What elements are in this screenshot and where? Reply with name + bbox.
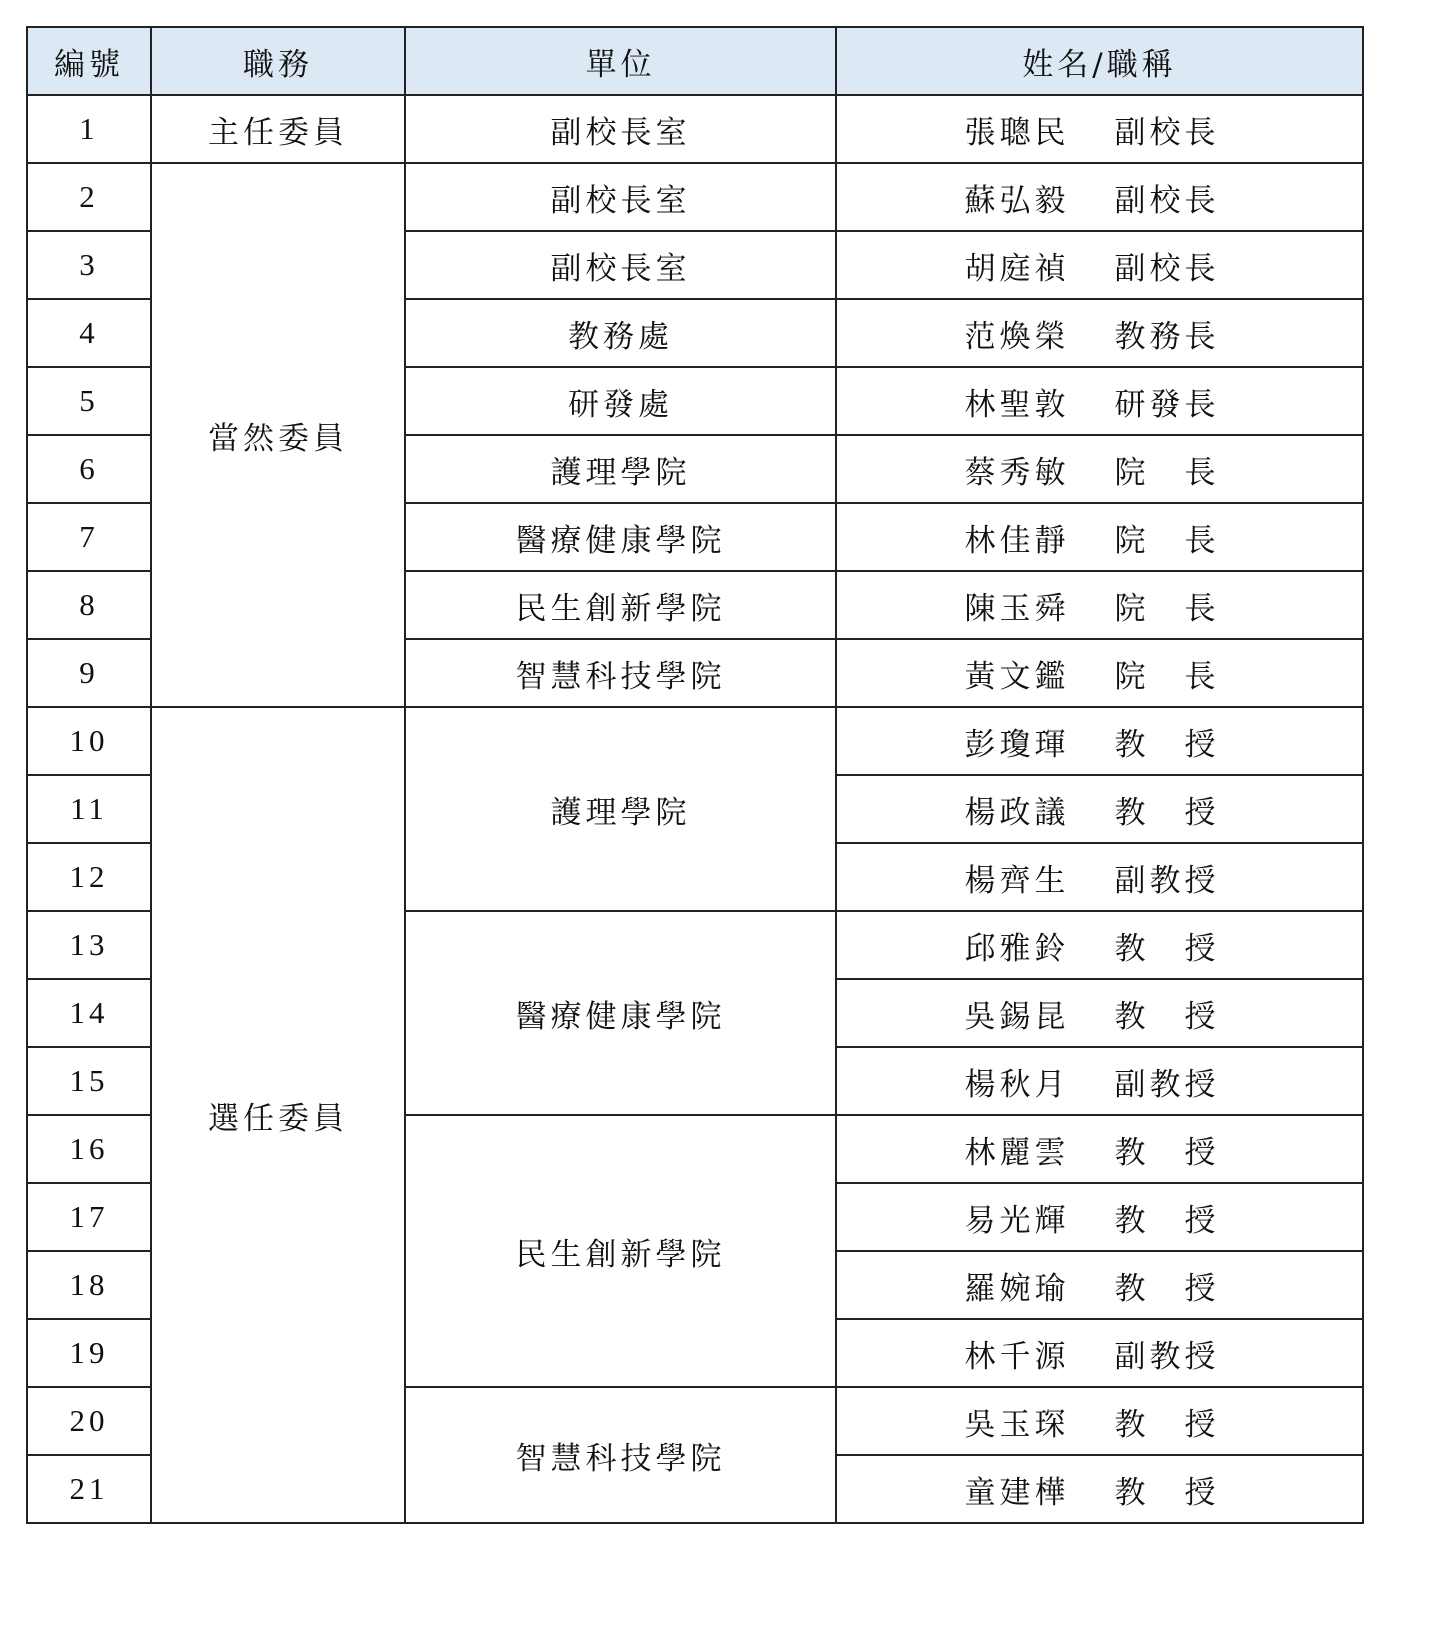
person-title: 副教授 xyxy=(1114,1338,1220,1375)
role-cell: 當然委員 xyxy=(151,163,405,707)
row-number: 6 xyxy=(27,435,151,503)
person-name: 楊政議 xyxy=(964,794,1070,831)
name-title-cell xyxy=(836,707,1363,775)
person-title: 教 授 xyxy=(1114,794,1220,831)
unit-cell: 副校長室 xyxy=(405,231,836,299)
name-title-cell xyxy=(836,1183,1363,1251)
person-title: 院 長 xyxy=(1114,522,1220,559)
header-unit: 單位 xyxy=(405,27,836,95)
name-title-cell xyxy=(836,1115,1363,1183)
row-number: 15 xyxy=(27,1047,151,1115)
row-number: 10 xyxy=(27,707,151,775)
person-name: 吳錫昆 xyxy=(964,998,1070,1035)
person-name: 蘇弘毅 xyxy=(964,182,1070,219)
person-name: 林佳靜 xyxy=(964,522,1070,559)
name-title-cell xyxy=(836,231,1363,299)
table-row xyxy=(27,95,1363,163)
name-title-cell xyxy=(836,979,1363,1047)
row-number: 19 xyxy=(27,1319,151,1387)
person-name: 林千源 xyxy=(964,1338,1070,1375)
unit-cell: 民生創新學院 xyxy=(405,1115,836,1387)
unit-cell: 研發處 xyxy=(405,367,836,435)
unit-cell: 護理學院 xyxy=(405,435,836,503)
name-title-cell xyxy=(836,163,1363,231)
unit-cell: 護理學院 xyxy=(405,707,836,911)
person-name: 胡庭禎 xyxy=(964,250,1070,287)
name-title-cell xyxy=(836,1251,1363,1319)
name-title-cell xyxy=(836,503,1363,571)
row-number: 17 xyxy=(27,1183,151,1251)
person-title: 院 長 xyxy=(1114,590,1220,627)
name-title-cell xyxy=(836,775,1363,843)
person-title: 教務長 xyxy=(1114,318,1220,355)
unit-cell: 醫療健康學院 xyxy=(405,911,836,1115)
person-name: 林麗雲 xyxy=(964,1134,1070,1171)
person-name: 黃文鑑 xyxy=(964,658,1070,695)
name-title-cell xyxy=(836,1387,1363,1455)
person-title: 教 授 xyxy=(1114,1202,1220,1239)
name-title-cell xyxy=(836,571,1363,639)
row-number: 20 xyxy=(27,1387,151,1455)
row-number: 2 xyxy=(27,163,151,231)
person-name: 林聖敦 xyxy=(964,386,1070,423)
header-name-title: 姓名/職稱 xyxy=(836,27,1363,95)
row-number: 11 xyxy=(27,775,151,843)
name-title-cell xyxy=(836,639,1363,707)
person-title: 教 授 xyxy=(1114,1474,1220,1511)
row-number: 14 xyxy=(27,979,151,1047)
person-title: 研發長 xyxy=(1114,386,1220,423)
row-number: 7 xyxy=(27,503,151,571)
header-row xyxy=(27,27,1363,95)
unit-cell: 民生創新學院 xyxy=(405,571,836,639)
row-number: 13 xyxy=(27,911,151,979)
person-name: 范煥榮 xyxy=(964,318,1070,355)
header-role: 職務 xyxy=(151,27,405,95)
row-number: 21 xyxy=(27,1455,151,1523)
name-title-cell xyxy=(836,95,1363,163)
person-name: 易光輝 xyxy=(964,1202,1070,1239)
role-cell: 選任委員 xyxy=(151,707,405,1523)
row-number: 12 xyxy=(27,843,151,911)
person-title: 教 授 xyxy=(1114,1134,1220,1171)
header-number: 編號 xyxy=(27,27,151,95)
row-number: 5 xyxy=(27,367,151,435)
name-title-cell xyxy=(836,299,1363,367)
person-title: 教 授 xyxy=(1114,1270,1220,1307)
person-title: 教 授 xyxy=(1114,726,1220,763)
person-name: 張聰民 xyxy=(964,114,1070,151)
name-title-cell xyxy=(836,843,1363,911)
person-name: 陳玉舜 xyxy=(964,590,1070,627)
person-title: 副校長 xyxy=(1114,250,1220,287)
table-row xyxy=(27,707,1363,775)
name-title-cell xyxy=(836,435,1363,503)
person-name: 邱雅鈴 xyxy=(964,930,1070,967)
person-title: 院 長 xyxy=(1114,454,1220,491)
unit-cell: 醫療健康學院 xyxy=(405,503,836,571)
person-title: 副教授 xyxy=(1114,1066,1220,1103)
table-row xyxy=(27,163,1363,231)
name-title-cell xyxy=(836,911,1363,979)
row-number: 3 xyxy=(27,231,151,299)
name-title-cell xyxy=(836,1047,1363,1115)
person-name: 童建樺 xyxy=(964,1474,1070,1511)
person-title: 教 授 xyxy=(1114,1406,1220,1443)
person-name: 羅婉瑜 xyxy=(964,1270,1070,1307)
person-title: 副校長 xyxy=(1114,114,1220,151)
person-title: 副校長 xyxy=(1114,182,1220,219)
name-title-cell xyxy=(836,1455,1363,1523)
person-name: 蔡秀敏 xyxy=(964,454,1070,491)
unit-cell: 副校長室 xyxy=(405,95,836,163)
name-title-cell xyxy=(836,1319,1363,1387)
person-title: 院 長 xyxy=(1114,658,1220,695)
unit-cell: 副校長室 xyxy=(405,163,836,231)
person-title: 教 授 xyxy=(1114,930,1220,967)
unit-cell: 智慧科技學院 xyxy=(405,639,836,707)
person-name: 楊齊生 xyxy=(964,862,1070,899)
person-name: 彭瓊琿 xyxy=(964,726,1070,763)
name-title-cell xyxy=(836,367,1363,435)
row-number: 16 xyxy=(27,1115,151,1183)
committee-table xyxy=(26,26,1364,1524)
row-number: 1 xyxy=(27,95,151,163)
person-name: 吳玉琛 xyxy=(964,1406,1070,1443)
person-title: 教 授 xyxy=(1114,998,1220,1035)
unit-cell: 教務處 xyxy=(405,299,836,367)
row-number: 8 xyxy=(27,571,151,639)
row-number: 9 xyxy=(27,639,151,707)
role-cell: 主任委員 xyxy=(151,95,405,163)
person-title: 副教授 xyxy=(1114,862,1220,899)
person-name: 楊秋月 xyxy=(964,1066,1070,1103)
unit-cell: 智慧科技學院 xyxy=(405,1387,836,1523)
row-number: 18 xyxy=(27,1251,151,1319)
row-number: 4 xyxy=(27,299,151,367)
